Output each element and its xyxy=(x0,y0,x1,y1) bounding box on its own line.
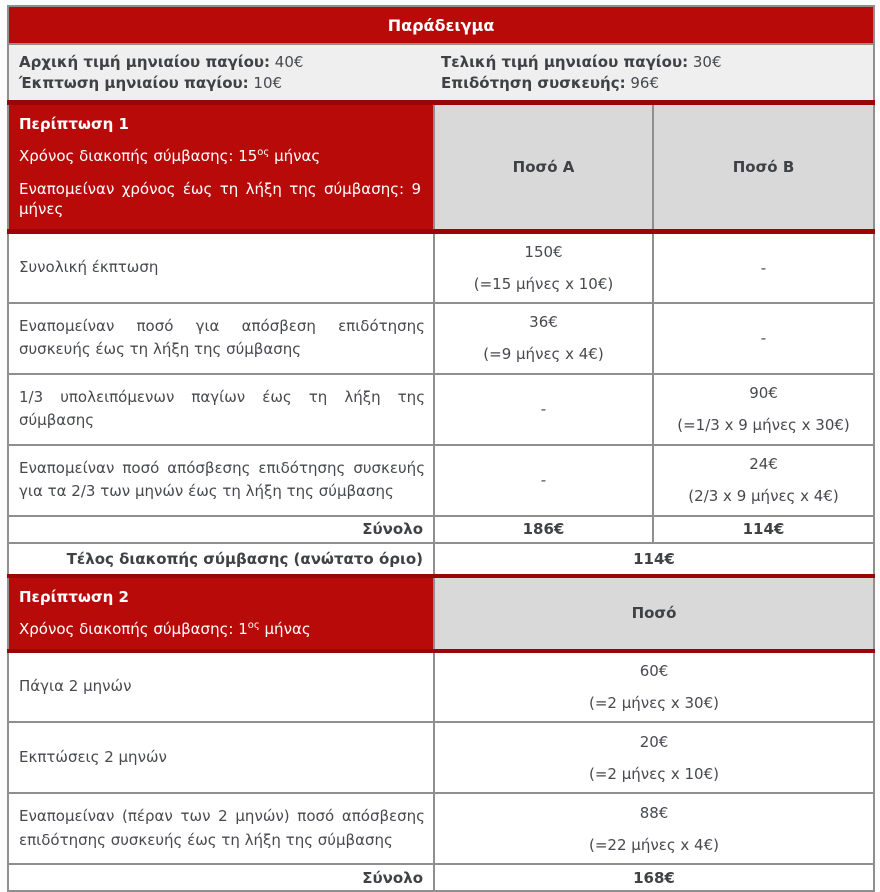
case2-line1-text: Χρόνος διακοπής σύμβασης: 1 xyxy=(19,619,248,638)
table-row xyxy=(8,374,874,445)
case1-total-row xyxy=(8,516,874,543)
termination-fee-label: Τέλος διακοπής σύμβασης (ανώτατο όριο) xyxy=(8,543,434,576)
amount: 60€ xyxy=(639,662,669,680)
case1-title: Περίπτωση 1 xyxy=(19,114,129,133)
row-label: Εναπομείναν ποσό απόσβεσης επιδότησης συσκευής για τα 2/3 των μηνών έως τη λήξη της σύμβασης xyxy=(8,445,434,516)
case2-total-row xyxy=(8,864,874,891)
info-final-fee xyxy=(441,53,863,71)
case1-total-label: Σύνολο xyxy=(8,516,434,543)
case2-line1-superscript: ος xyxy=(247,619,260,631)
amount: 88€ xyxy=(639,803,669,822)
row-value-a xyxy=(434,374,653,445)
row-value-b xyxy=(653,232,874,303)
info-final-fee-label: Τελική τιμή μηνιαίου παγίου: xyxy=(441,52,689,71)
row-value-a xyxy=(434,232,653,303)
case2-line1 xyxy=(19,619,421,639)
table-row xyxy=(8,651,874,722)
info-subsidy xyxy=(441,74,863,92)
row-label: Πάγια 2 μηνών xyxy=(8,651,434,722)
case2-total-value: 168€ xyxy=(434,864,874,891)
formula: (=15 μήνες x 10€) xyxy=(473,275,614,293)
case2-total-label: Σύνολο xyxy=(8,864,434,891)
info-discount xyxy=(19,74,441,92)
column-header-amount: Ποσό xyxy=(434,576,874,651)
example-table xyxy=(7,5,875,892)
case1-header-row xyxy=(8,102,874,232)
info-initial-fee xyxy=(19,53,441,71)
case2-header-cell xyxy=(8,576,434,651)
case1-total-b: 114€ xyxy=(653,516,874,543)
amount: 20€ xyxy=(639,732,669,751)
row-value xyxy=(434,651,874,722)
case2-header-row xyxy=(8,576,874,651)
formula: (=9 μήνες x 4€) xyxy=(483,345,604,364)
amount: 150€ xyxy=(524,243,563,261)
formula: (=1/3 x 9 μήνες x 30€) xyxy=(677,416,850,435)
column-header-amount-b: Ποσό Β xyxy=(653,102,874,232)
termination-fee-row xyxy=(8,543,874,576)
row-value-a xyxy=(434,303,653,374)
row-value xyxy=(434,793,874,864)
row-value xyxy=(434,722,874,793)
row-label: Εναπομείναν ποσό για απόσβεση επιδότησης συσκευής έως τη λήξη της σύμβασης xyxy=(8,303,434,374)
formula: (=2 μήνες x 10€) xyxy=(589,764,719,783)
case1-line1-superscript: ος xyxy=(257,146,270,158)
table-row xyxy=(8,793,874,864)
info-grid xyxy=(19,51,863,94)
row-value-b xyxy=(653,303,874,374)
row-value-a xyxy=(434,445,653,516)
amount: - xyxy=(540,471,547,490)
row-value-b xyxy=(653,374,874,445)
info-subsidy-value: 96€ xyxy=(625,73,660,92)
case1-total-a: 186€ xyxy=(434,516,653,543)
info-initial-fee-value: 40€ xyxy=(270,52,304,71)
row-label: Εναπομείναν (πέραν των 2 μηνών) ποσό απόσβεσης επιδότησης συσκευής έως τη λήξη της σύμβασης xyxy=(8,793,434,864)
table-row xyxy=(8,722,874,793)
info-initial-fee-label: Αρχική τιμή μηνιαίου παγίου: xyxy=(19,52,271,71)
formula: (=22 μήνες x 4€) xyxy=(589,835,719,854)
formula: (=2 μήνες x 30€) xyxy=(589,694,719,712)
table-title: Παράδειγμα xyxy=(8,6,874,44)
info-final-fee-value: 30€ xyxy=(688,52,722,71)
case2-line1-suffix: μήνας xyxy=(259,619,311,638)
case1-line1-text: Χρόνος διακοπής σύμβασης: 15 xyxy=(19,146,258,165)
row-label: 1/3 υπολειπόμενων παγίων έως τη λήξη της σύμβασης xyxy=(8,374,434,445)
termination-fee-value: 114€ xyxy=(434,543,874,576)
amount: - xyxy=(760,329,767,348)
case2-title: Περίπτωση 2 xyxy=(19,587,129,606)
info-discount-label: Έκπτωση μηνιαίου παγίου: xyxy=(19,73,249,92)
amount: - xyxy=(540,400,547,419)
table-row xyxy=(8,232,874,303)
case1-line2: Εναπομείναν χρόνος έως τη λήξη της σύμβασης: 9 μήνες xyxy=(19,179,421,218)
case1-line1-suffix: μήνας xyxy=(269,146,321,165)
amount: 24€ xyxy=(749,455,778,474)
amount: 90€ xyxy=(749,384,778,403)
case1-line1 xyxy=(19,146,421,166)
info-row xyxy=(8,44,874,102)
amount: 36€ xyxy=(529,313,558,332)
case1-header-cell xyxy=(8,102,434,232)
column-header-amount-a: Ποσό Α xyxy=(434,102,653,232)
info-discount-value: 10€ xyxy=(248,73,283,92)
row-label: Συνολική έκπτωση xyxy=(8,232,434,303)
row-label: Εκπτώσεις 2 μηνών xyxy=(8,722,434,793)
formula: (2/3 x 9 μήνες x 4€) xyxy=(688,487,839,506)
amount: - xyxy=(760,259,767,277)
title-row xyxy=(8,6,874,44)
info-cell xyxy=(8,44,874,102)
table-row xyxy=(8,445,874,516)
row-value-b xyxy=(653,445,874,516)
table-row xyxy=(8,303,874,374)
info-subsidy-label: Επιδότηση συσκευής: xyxy=(441,73,626,92)
